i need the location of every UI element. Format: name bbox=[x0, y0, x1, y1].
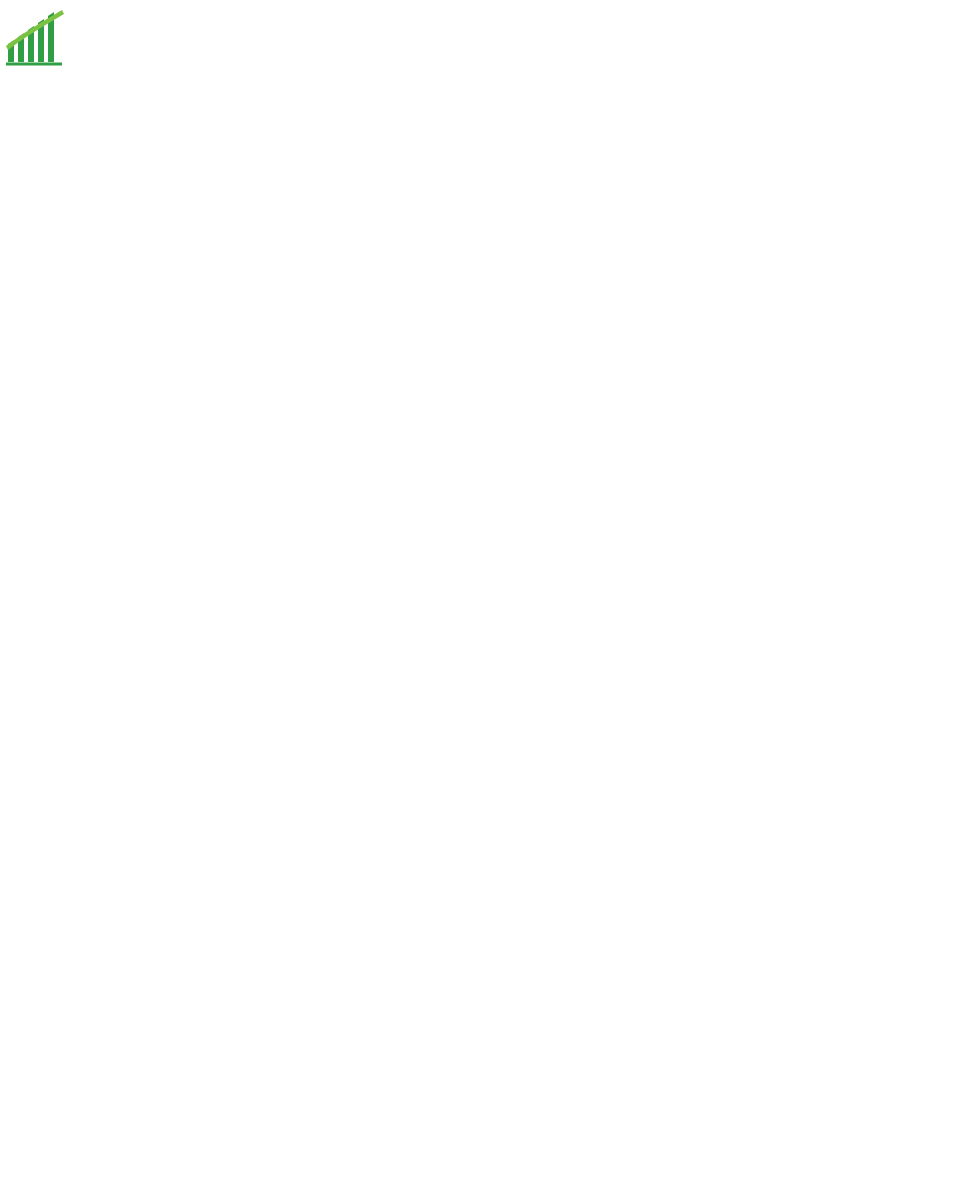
aspa-logo bbox=[4, 6, 144, 70]
section-12-heading bbox=[2, 584, 40, 614]
logo-mark-icon bbox=[4, 6, 66, 68]
section-12-1-heading bbox=[2, 627, 56, 651]
section-12-2-heading bbox=[2, 971, 56, 995]
page-header bbox=[0, 0, 960, 80]
